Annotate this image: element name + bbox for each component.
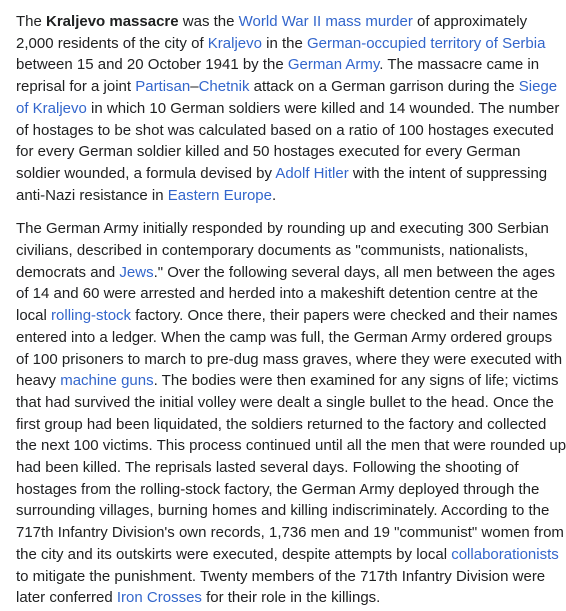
link-chetnik[interactable]: Chetnik	[198, 78, 250, 96]
text-line	[16, 479, 540, 501]
text-line	[16, 370, 559, 392]
text-run: for their role in the killings.	[201, 589, 381, 607]
text-run: civilians, described in contemporary documents as "communists, nationalists,	[16, 242, 529, 260]
text-line	[16, 305, 558, 327]
text-run: had been killed. The reprisals lasted several days. Following the shooting of	[16, 459, 519, 477]
text-run: was the	[178, 13, 239, 30]
link-partisan[interactable]: Partisan	[135, 78, 191, 96]
text-run: in the	[261, 34, 308, 52]
text-run: first group had been liquidated, the soldiers returned to the factory and collected	[16, 415, 547, 433]
text-run: of hostages to be shot was calculated based on a ratio of 100 hostages executed	[16, 121, 554, 139]
text-run: . The massacre came in	[379, 56, 540, 74]
text-run: for every German soldier killed and 50 hostages executed for every German	[16, 143, 521, 161]
text-line	[16, 11, 528, 33]
text-run: with the intent of suppressing	[348, 164, 548, 182]
link-world-war-ii-mass-murder[interactable]: World War II mass murder	[238, 13, 413, 30]
text-line	[16, 283, 539, 305]
text-run: the next 100 victims. This process continued until all the men that were rounded up	[16, 437, 566, 455]
text-run: 717th Infantry Division's own records, 1,736 men and 19 "communist" women from	[16, 524, 564, 542]
text-run: 2,000 residents of the city of	[16, 34, 208, 52]
text-line	[16, 54, 540, 76]
text-run: local	[16, 307, 52, 325]
text-line	[16, 392, 554, 414]
text-line	[16, 544, 559, 566]
text-run: –	[190, 78, 199, 96]
article-subject-bold: Kraljevo massacre	[46, 13, 179, 30]
text-run: between 15 and 20 October 1941 by the	[16, 56, 288, 74]
text-run: .	[271, 186, 277, 204]
text-run: anti-Nazi resistance in	[16, 186, 168, 204]
text-run: entered into a ledger. When the camp was full, the German Army ordered groups	[16, 328, 553, 346]
link-siege[interactable]: Siege	[518, 78, 558, 96]
text-run: that had survived the initial volley were dealt a single bullet to the head. Once the	[16, 393, 554, 411]
text-line	[16, 185, 500, 207]
link-german-occupied-territory-of-serbia[interactable]: German-occupied territory of Serbia	[307, 34, 546, 52]
text-run: in which 10 German soldiers were killed and 14 wounded. The number	[86, 99, 560, 117]
link-jews[interactable]: Jews	[119, 263, 154, 281]
text-run: later conferred	[16, 589, 117, 607]
text-run: soldier wounded, a formula devised by	[16, 164, 276, 182]
text-line	[16, 163, 548, 185]
text-run: heavy	[16, 372, 61, 390]
link-adolf-hitler[interactable]: Adolf Hitler	[275, 164, 349, 182]
text-run: to mitigate the punishment. Twenty members of the 717th Infantry Division were	[16, 567, 546, 585]
text-run: . The bodies were then examined for any signs of life; victims	[153, 372, 559, 390]
text-line	[16, 218, 549, 240]
lead-paragraph	[0, 11, 560, 206]
body-paragraph	[0, 218, 566, 609]
text-line	[16, 349, 563, 371]
text-line	[16, 33, 546, 55]
text-line	[16, 76, 558, 98]
link-rolling-stock[interactable]: rolling-stock	[51, 307, 132, 325]
text-line	[16, 327, 553, 349]
text-line	[16, 566, 546, 588]
text-run: of 14 and 60 were arrested and herded into a makeshift detention centre at the	[16, 285, 539, 303]
text-run: the city and its outskirts were executed, despite attempts by local	[16, 545, 452, 563]
text-run: factory. Once there, their papers were checked and their names	[131, 307, 558, 325]
text-line	[16, 414, 547, 436]
text-run: hostages from the rolling-stock factory, the German Army deployed through the	[16, 480, 540, 498]
text-run: surrounding villages, burning homes and killing indiscriminately. According to the	[16, 502, 550, 520]
text-line	[16, 262, 555, 284]
text-run: ." Over the following several days, all men between the ages	[153, 263, 555, 281]
text-line	[16, 435, 566, 457]
link-kraljevo[interactable]: Kraljevo	[207, 34, 262, 52]
link-machine-guns[interactable]: machine guns	[60, 372, 154, 390]
text-run: The	[16, 13, 47, 30]
text-run: reprisal for a joint	[16, 78, 136, 96]
link-of-kraljevo[interactable]: of Kraljevo	[16, 99, 87, 117]
link-german-army[interactable]: German Army	[287, 56, 380, 74]
text-line	[16, 500, 550, 522]
text-line	[16, 457, 519, 479]
text-line	[16, 587, 500, 609]
text-line	[16, 98, 560, 120]
text-run: The German Army initially responded by rounding up and executing 300 Serbian	[16, 220, 549, 238]
text-run: attack on a German garrison during the	[249, 78, 519, 96]
link-iron-crosses[interactable]: Iron Crosses	[116, 589, 202, 607]
text-run: of approximately	[412, 13, 528, 30]
link-eastern-europe[interactable]: Eastern Europe	[167, 186, 272, 204]
text-line	[16, 120, 554, 142]
text-line	[16, 522, 564, 544]
text-run: of 100 prisoners to march to pre-dug mass graves, where they were executed with	[16, 350, 563, 368]
text-run: democrats and	[16, 263, 120, 281]
text-line	[16, 240, 529, 262]
link-collaborationists[interactable]: collaborationists	[451, 545, 559, 563]
text-line	[16, 141, 521, 163]
